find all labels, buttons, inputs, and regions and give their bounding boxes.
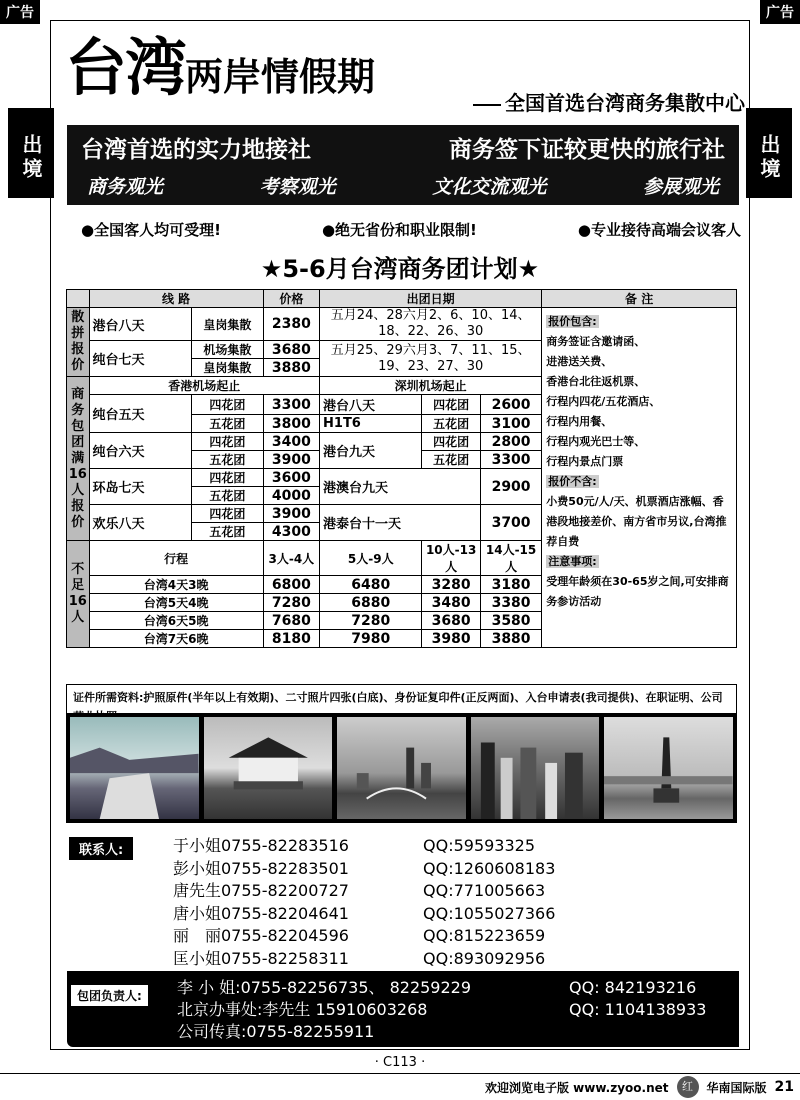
tier: 五花团: [191, 451, 263, 469]
brand-logo-icon: 红: [677, 1076, 699, 1098]
route-name: 港泰台十一天: [320, 505, 481, 541]
route-name: 港澳台九天: [320, 469, 481, 505]
itinerary: 台湾7天6晚: [89, 630, 263, 648]
contact-row: [173, 903, 555, 926]
note-line: 行程内四花/五花酒店、: [546, 395, 661, 408]
route-name: 港台九天: [320, 433, 422, 469]
manager-qq: QQ: 842193216: [569, 978, 697, 997]
route-name: 港台八天: [89, 308, 191, 341]
small-header: 3人-4人: [263, 541, 319, 576]
price: 7280: [263, 594, 319, 612]
notes-heading: 报价包含:: [548, 315, 597, 328]
itinerary: 台湾4天3晚: [89, 576, 263, 594]
photo-city-skyline: [337, 717, 466, 819]
contact-phone: 丽 丽0755-82204596: [173, 926, 349, 945]
price-header: 价格: [263, 290, 319, 308]
contact-qq: QQ:771005663: [423, 881, 546, 900]
dates: 五月25、29六月3、7、11、15、19、23、27、30: [320, 341, 542, 377]
contact-label: 联系人:: [69, 837, 133, 860]
itinerary: 台湾5天4晚: [89, 594, 263, 612]
notes-heading: 报价不含:: [548, 475, 597, 488]
date-header: 出团日期: [320, 290, 542, 308]
contact-row: [173, 835, 555, 858]
slogan-1: 台湾首选的实力地接社: [81, 136, 311, 163]
group-manager-label: 包团负责人:: [71, 985, 148, 1006]
contact-phone: 唐先生0755-82200727: [173, 881, 349, 900]
price: 2900: [480, 469, 541, 505]
ad-tag-right: 广告: [760, 0, 800, 24]
required-documents: 证件所需资料:护照原件(半年以上有效期)、二寸照片四张(白底)、身份证复印件(正反两面)、入台申请表(我司提供)、在职证明、公司: [66, 684, 737, 730]
contact-row: [173, 858, 555, 881]
small-header: 5人-9人: [320, 541, 422, 576]
contact-row: [173, 948, 555, 971]
notes-cell: [542, 308, 737, 648]
price: 7280: [320, 612, 422, 630]
photo-statue: [604, 717, 733, 819]
tier: 四花团: [191, 469, 263, 487]
route-name: 纯台七天: [89, 341, 191, 377]
route-code: H1T6: [320, 415, 422, 433]
contact-list: [173, 835, 555, 970]
contact-row: [173, 880, 555, 903]
price: 3100: [480, 415, 541, 433]
bullet: ●专业接待高端会议客人: [577, 221, 741, 239]
sz-header: 深圳机场起止: [320, 377, 542, 395]
notes-heading: 注意事项:: [548, 555, 597, 568]
ad-frame: [50, 20, 750, 1050]
price: 3280: [422, 576, 480, 594]
headline-taiwan: 台湾: [65, 31, 186, 104]
route-name: 纯台五天: [89, 395, 191, 433]
price: 3900: [263, 451, 319, 469]
contact-row: [173, 925, 555, 948]
photo-harbour: [70, 717, 199, 819]
route-type: 机场集散: [191, 341, 263, 359]
table-header: [67, 290, 737, 308]
tier: 四花团: [191, 433, 263, 451]
beijing-office: 北京办事处:李先生 15910603268: [177, 1000, 428, 1019]
route-type: 皇岗集散: [191, 359, 263, 377]
photo-strip: [66, 713, 737, 823]
price: 2600: [480, 395, 541, 415]
note-line: 小费50元/人/天、机票酒店涨幅、香港段地接差价、南方省市另议,台湾推荐自费: [546, 495, 727, 548]
bullet: ●全国客人均可受理!: [81, 221, 221, 239]
tier: 四花团: [422, 433, 480, 451]
notes-header: 备 注: [542, 290, 737, 308]
price: 6880: [320, 594, 422, 612]
price: 2380: [263, 308, 319, 341]
slogan-2: 商务签下证较更快的旅行社: [449, 136, 725, 163]
note-line: 行程内用餐、: [546, 415, 613, 428]
page-code: · C113 ·: [374, 1055, 426, 1070]
contact-qq: QQ:893092956: [423, 948, 546, 968]
tier: 四花团: [191, 505, 263, 523]
small-header: 14人-15人: [480, 541, 541, 576]
price: 3880: [480, 630, 541, 648]
bottom-bar: [0, 1073, 800, 1100]
price: 3480: [422, 594, 480, 612]
tier: 五花团: [191, 415, 263, 433]
price: 4300: [263, 523, 319, 541]
exit-tab-right: 出境: [746, 108, 792, 198]
subtitle: 全国首选台湾商务集散中心: [473, 87, 745, 116]
edition-name: 华南国际版: [706, 1080, 767, 1095]
tier: 五花团: [422, 451, 480, 469]
price: 7980: [320, 630, 422, 648]
price: 3600: [263, 469, 319, 487]
price: 3580: [480, 612, 541, 630]
note-line: 商务签证含邀请函、: [546, 335, 646, 348]
tier: 四花团: [191, 395, 263, 415]
price: 7680: [263, 612, 319, 630]
contact-qq: QQ:59593325: [423, 836, 536, 855]
itinerary: 台湾6天5晚: [89, 612, 263, 630]
route-type: 皇岗集散: [191, 308, 263, 341]
price: 3980: [422, 630, 480, 648]
contact-phone: 于小姐0755-82283516: [173, 836, 349, 855]
tier: 五花团: [191, 523, 263, 541]
note-line: 进港送关费、: [546, 355, 613, 368]
price: 3800: [263, 415, 319, 433]
headline-cross-strait: 两岸情假期: [185, 54, 376, 99]
tour-type: 商务观光: [87, 176, 164, 198]
price: 3180: [480, 576, 541, 594]
price: 3380: [480, 594, 541, 612]
tour-type: 参展观光: [642, 176, 719, 198]
contact-qq: QQ:1260608183: [423, 858, 556, 878]
note-line: 行程内观光巴士等、: [546, 435, 646, 448]
manager-phone: 李 小 姐:0755-82256735、 82259229: [177, 978, 472, 997]
price: 3400: [263, 433, 319, 451]
price: 3680: [422, 612, 480, 630]
price: 3300: [480, 451, 541, 469]
plan-title: ★5-6月台湾商务团计划★: [260, 255, 540, 283]
small-header: 行程: [89, 541, 263, 576]
tier: 四花团: [422, 395, 480, 415]
price-table: [66, 289, 737, 648]
hk-header: 香港机场起止: [89, 377, 319, 395]
company-fax: 公司传真:0755-82255911: [177, 1022, 375, 1041]
price: 2800: [480, 433, 541, 451]
price: 6480: [320, 576, 422, 594]
group-manager-box: [67, 971, 739, 1047]
photo-memorial-hall: [204, 717, 333, 819]
tier: 五花团: [191, 487, 263, 505]
contact-qq: QQ:815223659: [423, 926, 546, 945]
contact-phone: 唐小姐0755-82204641: [173, 903, 349, 923]
dates: 五月24、28六月2、6、10、14、18、22、26、30: [320, 308, 542, 341]
contact-qq: QQ:1055027366: [423, 903, 556, 923]
tour-type: 文化交流观光: [432, 176, 547, 198]
page-number: 21: [774, 1079, 794, 1095]
ad-tag-left: 广告: [0, 0, 40, 24]
price: 3680: [263, 341, 319, 359]
price: 3880: [263, 359, 319, 377]
beijing-qq: QQ: 1104138933: [569, 1000, 707, 1019]
section-label: 不足16人: [67, 541, 90, 648]
route-name: 纯台六天: [89, 433, 191, 469]
exit-tab-left: 出境: [8, 108, 54, 198]
note-line: 受理年龄须在30-65岁之间,可安排商务参访活动: [546, 575, 729, 608]
route-name: 欢乐八天: [89, 505, 191, 541]
slogan-banner: [67, 125, 739, 205]
note-line: 香港台北往返机票、: [546, 375, 646, 388]
headline: [65, 27, 375, 107]
section-label: 散拼报价: [67, 308, 90, 377]
route-name: 环岛七天: [89, 469, 191, 505]
small-header: 10人-13人: [422, 541, 480, 576]
route-header: 线 路: [89, 290, 263, 308]
bullet: ●绝无省份和职业限制!: [321, 221, 477, 239]
contact-phone: 彭小姐0755-82283501: [173, 858, 349, 878]
price: 6800: [263, 576, 319, 594]
contact-phone: 匡小姐0755-82258311: [173, 948, 349, 968]
price: 4000: [263, 487, 319, 505]
route-name: 港台八天: [320, 395, 422, 415]
website-text[interactable]: 欢迎浏览电子版 www.zyoo.net: [485, 1080, 669, 1095]
price: 8180: [263, 630, 319, 648]
price: 3700: [480, 505, 541, 541]
tour-type: 考察观光: [259, 176, 336, 198]
section-label: 商务包团满16人报价: [67, 377, 90, 541]
price: 3300: [263, 395, 319, 415]
feature-bullets: [81, 219, 741, 240]
photo-hongkong-towers: [471, 717, 600, 819]
tier: 五花团: [422, 415, 480, 433]
price: 3900: [263, 505, 319, 523]
note-line: 行程内景点门票: [546, 455, 624, 468]
